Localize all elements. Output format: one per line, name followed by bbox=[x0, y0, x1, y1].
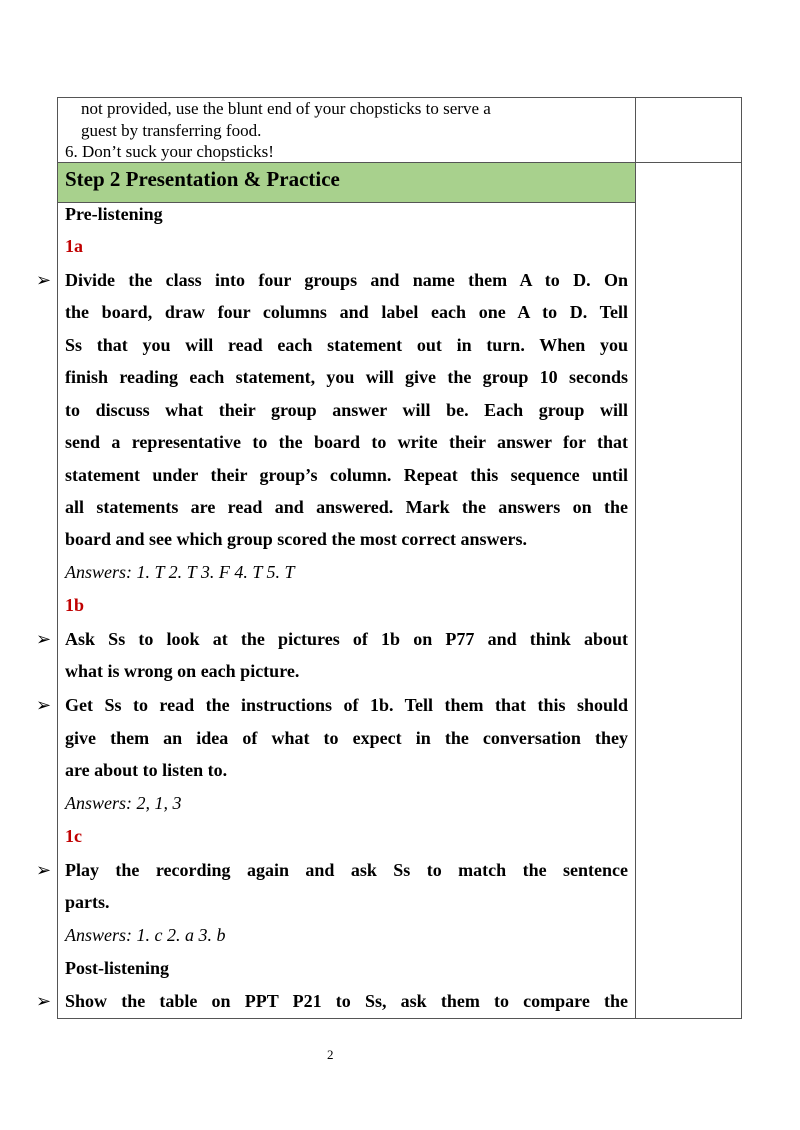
pre-listening-heading: Pre-listening bbox=[65, 204, 163, 224]
para-1a-line: to discuss what their group answer will be. Each group will bbox=[65, 400, 628, 420]
page-number: 2 bbox=[327, 1047, 334, 1062]
para-1a-line: finish reading each statement, you will give the group 10 seconds bbox=[65, 367, 628, 387]
para-1c-line: parts. bbox=[65, 892, 110, 912]
para-1b-line: Ask Ss to look at the pictures of 1b on P77 and think about bbox=[65, 629, 628, 649]
para-1a-line: statement under their group’s column. Repeat this sequence until bbox=[65, 465, 628, 485]
answers-1a: Answers: 1. T 2. T 3. F 4. T 5. T bbox=[65, 562, 295, 582]
para-1a-line: board and see which group scored the most correct answers. bbox=[65, 529, 527, 549]
step-header bbox=[58, 163, 635, 203]
para-1a-line: Ss that you will read each statement out in turn. When you bbox=[65, 335, 628, 355]
section-1c-heading: 1c bbox=[65, 826, 82, 846]
para-1a-line: send a representative to the board to write their answer for that bbox=[65, 432, 628, 452]
post-listening-heading: Post-listening bbox=[65, 958, 170, 978]
bullet-icon: ➢ bbox=[36, 860, 52, 880]
top-text-line-1: not provided, use the blunt end of your chopsticks to serve a bbox=[81, 99, 491, 118]
para-1b-line: are about to listen to. bbox=[65, 760, 228, 780]
answers-1c: Answers: 1. c 2. a 3. b bbox=[65, 925, 226, 945]
bullet-icon: ➢ bbox=[36, 991, 52, 1011]
bullet-icon: ➢ bbox=[36, 629, 52, 649]
answers-1b: Answers: 2, 1, 3 bbox=[65, 793, 182, 813]
bullet-icon: ➢ bbox=[36, 270, 52, 290]
para-1b-line: what is wrong on each picture. bbox=[65, 661, 300, 681]
top-text-line-3: 6. Don’t suck your chopsticks! bbox=[65, 142, 274, 161]
section-1b-heading: 1b bbox=[65, 595, 85, 615]
top-text-line-2: guest by transferring food. bbox=[81, 121, 262, 140]
para-1c-line: Play the recording again and ask Ss to match the sentence bbox=[65, 860, 628, 880]
para-post-line: Show the table on PPT P21 to Ss, ask them to compare the bbox=[65, 991, 628, 1011]
bullet-icon: ➢ bbox=[36, 695, 52, 715]
column-divider bbox=[635, 98, 636, 1018]
step-title: Step 2 Presentation & Practice bbox=[65, 167, 340, 191]
para-1a-line: all statements are read and answered. Mark the answers on the bbox=[65, 497, 628, 517]
para-1b-line: Get Ss to read the instructions of 1b. Tell them that this should bbox=[65, 695, 628, 715]
section-1a-heading: 1a bbox=[65, 236, 83, 256]
para-1a-line: Divide the class into four groups and name them A to D. On bbox=[65, 270, 628, 290]
para-1b-line: give them an idea of what to expect in the conversation they bbox=[65, 728, 628, 748]
para-1a-line: the board, draw four columns and label each one A to D. Tell bbox=[65, 302, 628, 322]
